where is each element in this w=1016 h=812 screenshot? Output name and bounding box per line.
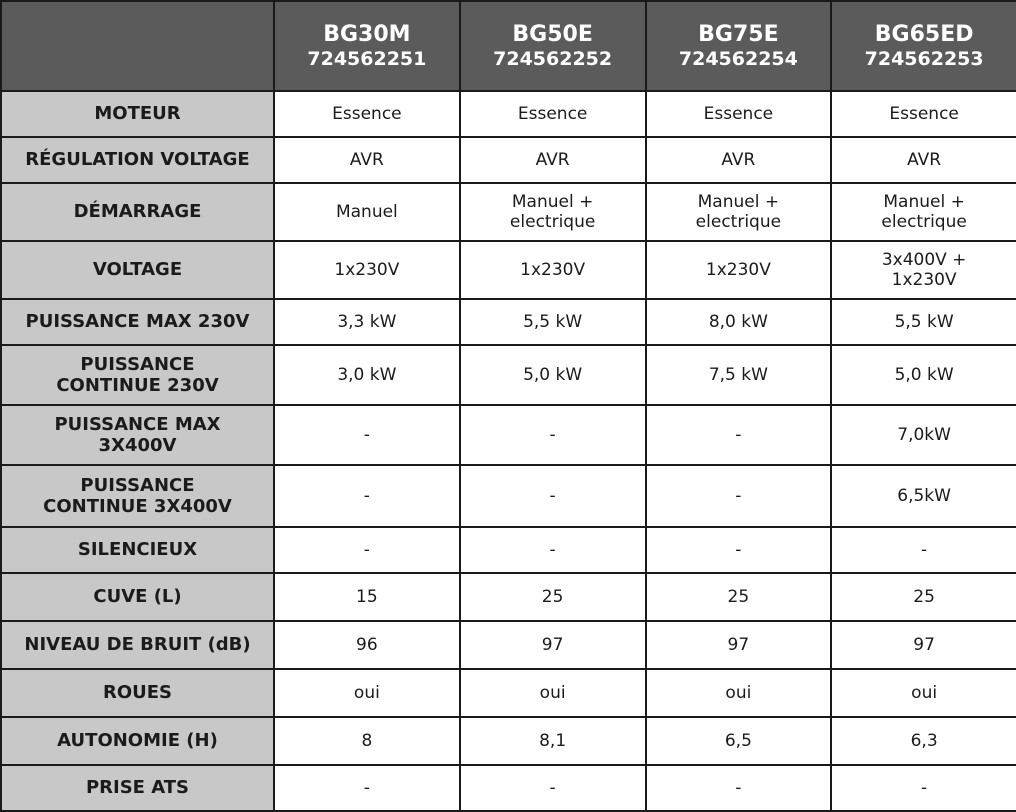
table-cell: - xyxy=(274,765,460,811)
table-cell: 1x230V xyxy=(274,241,460,299)
table-cell: - xyxy=(831,527,1016,573)
table-cell: 1x230V xyxy=(646,241,832,299)
row-label: PUISSANCE CONTINUE 230V xyxy=(1,345,274,405)
table-cell: - xyxy=(831,765,1016,811)
table-row xyxy=(1,669,1016,717)
row-label: PRISE ATS xyxy=(1,765,274,811)
table-cell: oui xyxy=(460,669,646,717)
table-cell: 3,0 kW xyxy=(274,345,460,405)
product-name: BG75E xyxy=(698,21,779,47)
row-label: VOLTAGE xyxy=(1,241,274,299)
row-label: PUISSANCE MAX 3X400V xyxy=(1,405,274,465)
table-cell: - xyxy=(274,527,460,573)
product-name: BG50E xyxy=(512,21,593,47)
table-row xyxy=(1,765,1016,811)
table-row xyxy=(1,405,1016,465)
corner-cell xyxy=(1,1,274,91)
table-cell: Essence xyxy=(646,91,832,137)
row-label: CUVE (L) xyxy=(1,573,274,621)
table-cell: 5,5 kW xyxy=(831,299,1016,345)
row-label: DÉMARRAGE xyxy=(1,183,274,241)
row-label: AUTONOMIE (H) xyxy=(1,717,274,765)
table-cell: 25 xyxy=(460,573,646,621)
product-code: 724562253 xyxy=(864,47,984,70)
table-cell: 8,1 xyxy=(460,717,646,765)
table-cell: - xyxy=(274,405,460,465)
table-cell: 5,5 kW xyxy=(460,299,646,345)
product-code: 724562251 xyxy=(307,47,427,70)
table-cell: 8,0 kW xyxy=(646,299,832,345)
table-cell: - xyxy=(460,765,646,811)
table-cell: - xyxy=(460,405,646,465)
table-cell: 3,3 kW xyxy=(274,299,460,345)
product-header xyxy=(274,1,460,91)
table-cell: 3x400V + 1x230V xyxy=(831,241,1016,299)
table-cell: AVR xyxy=(646,137,832,183)
table-cell: - xyxy=(646,405,832,465)
table-cell: AVR xyxy=(274,137,460,183)
product-header xyxy=(646,1,832,91)
table-cell: 97 xyxy=(646,621,832,669)
product-code: 724562254 xyxy=(678,47,798,70)
table-cell: 6,5kW xyxy=(831,465,1016,527)
table-cell: - xyxy=(646,527,832,573)
product-header xyxy=(460,1,646,91)
table-cell: Manuel + electrique xyxy=(460,183,646,241)
table-cell: 7,0kW xyxy=(831,405,1016,465)
table-row xyxy=(1,573,1016,621)
table-cell: - xyxy=(274,465,460,527)
table-cell: 97 xyxy=(831,621,1016,669)
table-row xyxy=(1,465,1016,527)
table-row xyxy=(1,137,1016,183)
table-cell: AVR xyxy=(831,137,1016,183)
row-label: MOTEUR xyxy=(1,91,274,137)
table-cell: Essence xyxy=(831,91,1016,137)
header-row xyxy=(1,1,1016,91)
table-cell: 96 xyxy=(274,621,460,669)
row-label: ROUES xyxy=(1,669,274,717)
row-label: PUISSANCE MAX 230V xyxy=(1,299,274,345)
table-row xyxy=(1,299,1016,345)
table-row xyxy=(1,183,1016,241)
table-cell: - xyxy=(460,527,646,573)
table-cell: - xyxy=(646,765,832,811)
table-cell: Manuel + electrique xyxy=(831,183,1016,241)
table-cell: - xyxy=(646,465,832,527)
table-cell: 5,0 kW xyxy=(831,345,1016,405)
product-code: 724562252 xyxy=(493,47,613,70)
table-row xyxy=(1,717,1016,765)
table-row xyxy=(1,91,1016,137)
table-cell: oui xyxy=(646,669,832,717)
table-cell: 5,0 kW xyxy=(460,345,646,405)
table-cell: 6,3 xyxy=(831,717,1016,765)
table-cell: 15 xyxy=(274,573,460,621)
table-cell: Essence xyxy=(274,91,460,137)
table-cell: 7,5 kW xyxy=(646,345,832,405)
table-cell: AVR xyxy=(460,137,646,183)
product-name: BG30M xyxy=(323,21,411,47)
product-name: BG65ED xyxy=(874,21,974,47)
table-cell: - xyxy=(460,465,646,527)
table-cell: 6,5 xyxy=(646,717,832,765)
table-cell: Essence xyxy=(460,91,646,137)
table-cell: 25 xyxy=(831,573,1016,621)
row-label: NIVEAU DE BRUIT (dB) xyxy=(1,621,274,669)
table-cell: 1x230V xyxy=(460,241,646,299)
table-cell: Manuel + electrique xyxy=(646,183,832,241)
row-label: SILENCIEUX xyxy=(1,527,274,573)
table-row xyxy=(1,527,1016,573)
product-header xyxy=(831,1,1016,91)
table-cell: Manuel xyxy=(274,183,460,241)
table-cell: oui xyxy=(831,669,1016,717)
table-cell: oui xyxy=(274,669,460,717)
table-row xyxy=(1,621,1016,669)
table-cell: 8 xyxy=(274,717,460,765)
table-row xyxy=(1,241,1016,299)
table-cell: 97 xyxy=(460,621,646,669)
table-row xyxy=(1,345,1016,405)
row-label: RÉGULATION VOLTAGE xyxy=(1,137,274,183)
row-label: PUISSANCE CONTINUE 3X400V xyxy=(1,465,274,527)
table-cell: 25 xyxy=(646,573,832,621)
